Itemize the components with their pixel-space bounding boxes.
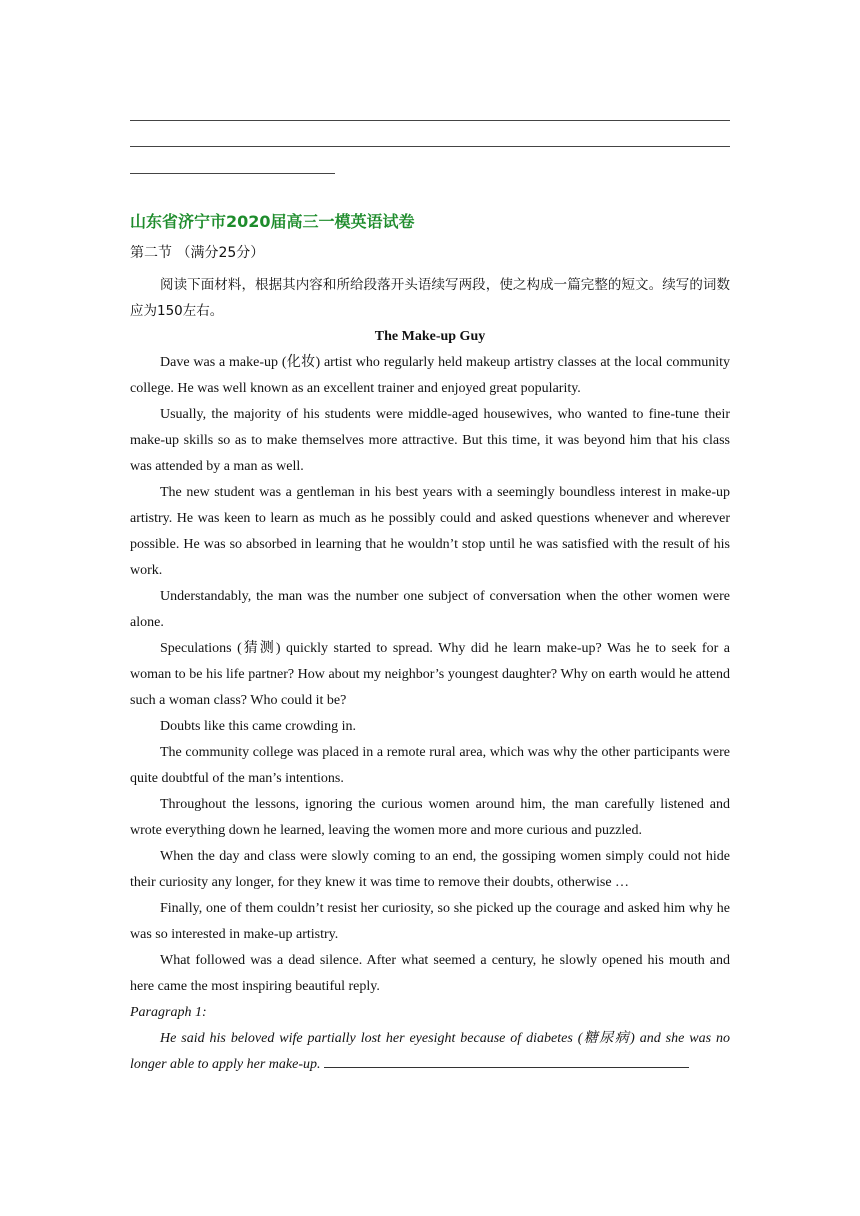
story-paragraph: Throughout the lessons, ignoring the curious women around him, the man carefully listened and wrote everything down he learned, leaving the women more and more curious and puzzled. [130, 797, 730, 838]
section-heading: 第二节 （满分25分） [130, 245, 265, 261]
document-content [130, 210, 730, 1078]
paragraph1-label: Paragraph 1: [130, 1005, 207, 1020]
story-title: The Make-up Guy [374, 329, 486, 344]
paragraph1-prompt-block [130, 1026, 730, 1078]
answer-line-1 [130, 120, 730, 121]
story-paragraph: Dave was a make-up (化妆) artist who regularly held makeup artistry classes at the local community college. He was well known as an excellent trainer and enjoyed great popularity. [130, 355, 730, 396]
story-paragraph: Understandably, the man was the number one subject of conversation when the other women were alone. [130, 589, 730, 630]
instructions: 阅读下面材料，根据其内容和所给段落开头语续写两段，使之构成一篇完整的短文。续写的词数应为150左右。 [130, 277, 730, 319]
story-paragraph: The new student was a gentleman in his best years with a seemingly boundless interest in make-up artistry. He was keen to learn as much as he possibly could and asked questions whenever and wherever possible. He was so absorbed in learning that he wouldn’t stop until he was satisfied with the result of his work. [130, 485, 730, 578]
exam-title: 山东省济宁市2020届高三一模英语试卷 [130, 212, 415, 231]
story-paragraph: Doubts like this came crowding in. [160, 719, 356, 734]
answer-line-2 [130, 146, 730, 147]
story-paragraph: Usually, the majority of his students were middle-aged housewives, who wanted to fine-tune their make-up skills so as to make themselves more attractive. But this time, it was beyond him that his class was attended by a man as well. [130, 407, 730, 474]
story-paragraph: What followed was a dead silence. After what seemed a century, he slowly opened his mouth and here came the most inspiring beautiful reply. [130, 953, 730, 994]
story-paragraph: Finally, one of them couldn’t resist her curiosity, so she picked up the courage and asked him why he was so interested in make-up artistry. [130, 901, 730, 942]
answer-line-3 [130, 173, 335, 174]
paragraph1-prompt: He said his beloved wife partially lost her eyesight because of diabetes (糖尿病) and she was no longer able to apply her make-up. [130, 1031, 730, 1072]
story-paragraph: When the day and class were slowly coming to an end, the gossiping women simply could not hide their curiosity any longer, for they knew it was time to remove their doubts, otherwise … [130, 849, 730, 890]
answer-blank[interactable] [324, 1055, 689, 1068]
story-paragraph: The community college was placed in a remote rural area, which was why the other participants were quite doubtful of the man’s intentions. [130, 745, 730, 786]
story-paragraph: Speculations (猜测) quickly started to spread. Why did he learn make-up? Was he to seek for a woman to be his life partner? How about my neighbor’s youngest daughter? Why on earth would he attend such a woman class? Who could it be? [130, 641, 730, 708]
